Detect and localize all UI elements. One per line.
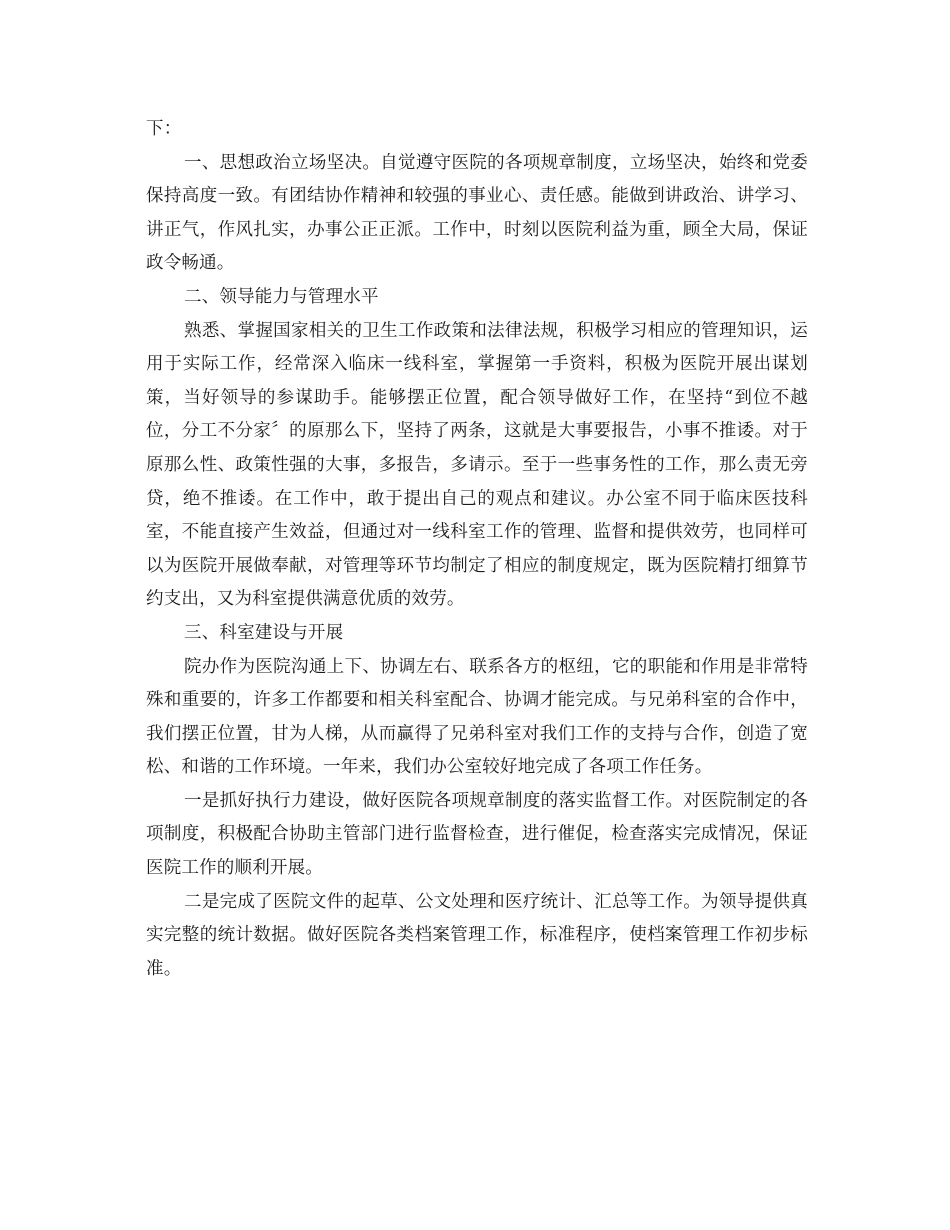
paragraph-documents-statistics: 二是完成了医院文件的起草、公文处理和医疗统计、汇总等工作。为领导提供真实完整的统计数据。做好医院各类档案管理工作，标准程序，使档案管理工作初步标准。 <box>146 891 808 979</box>
paragraph-continuation: 下： <box>146 119 182 139</box>
paragraph-execution: 一是抓好执行力建设，做好医院各项规章制度的落实监督工作。对医院制定的各项制度，积极配合协助主管部门进行监督检查，进行催促，检查落实完成情况，保证医院工作的顺利开展。 <box>146 790 808 879</box>
heading-leadership: 二、领导能力与管理水平 <box>184 286 379 307</box>
paragraph-leadership: 熟悉、掌握国家相关的卫生工作政策和法律法规，积极学习相应的管理知识，运用于实际工作，经常深入临床一线科室，掌握第一手资料，积极为医院开展出谋划策，当好领导的参谋助手。能够摆正位置，配合领导做好工作，在坚持“到位不越位，分工不分家〞的原那么下，坚持了两条，这就是大事要报告，小事不推诿。对于原那么性、政策性强的大事，多报告，多请示。至于一些事务性的工作，那么责无旁贷，绝不推诿。在工作中，敢于提出自己的观点和建议。办公室不同于临床医技科室，不能直接产生效益，但通过对一线科室工作的管理、监督和提供效劳，也同样可以为医院开展做奉献，对管理等环节均制定了相应的制度规定，既为医院精打细算节约支出，又为科室提供满意优质的效劳。 <box>146 320 808 610</box>
document-body <box>146 113 808 986</box>
paragraph-political-stance: 一、思想政治立场坚决。自觉遵守医院的各项规章制度，立场坚决，始终和党委保持高度一致。有团结协作精神和较强的事业心、责任感。能做到讲政治、讲学习、讲正气，作风扎实，办事公正正派。工作中，时刻以医院利益为重，顾全大局，保证政令畅通。 <box>146 152 808 274</box>
heading-department-building: 三、科室建设与开展 <box>184 622 344 643</box>
paragraph-department-building: 院办作为医院沟通上下、协调左右、联系各方的枢纽，它的职能和作用是非常特殊和重要的，许多工作都要和相关科室配合、协调才能完成。与兄弟科室的合作中，我们摆正位置，甘为人梯，从而赢得了兄弟科室对我们工作的支持与合作，创造了宽松、和谐的工作环境。一年来，我们办公室较好地完成了各项工作任务。 <box>146 656 808 778</box>
